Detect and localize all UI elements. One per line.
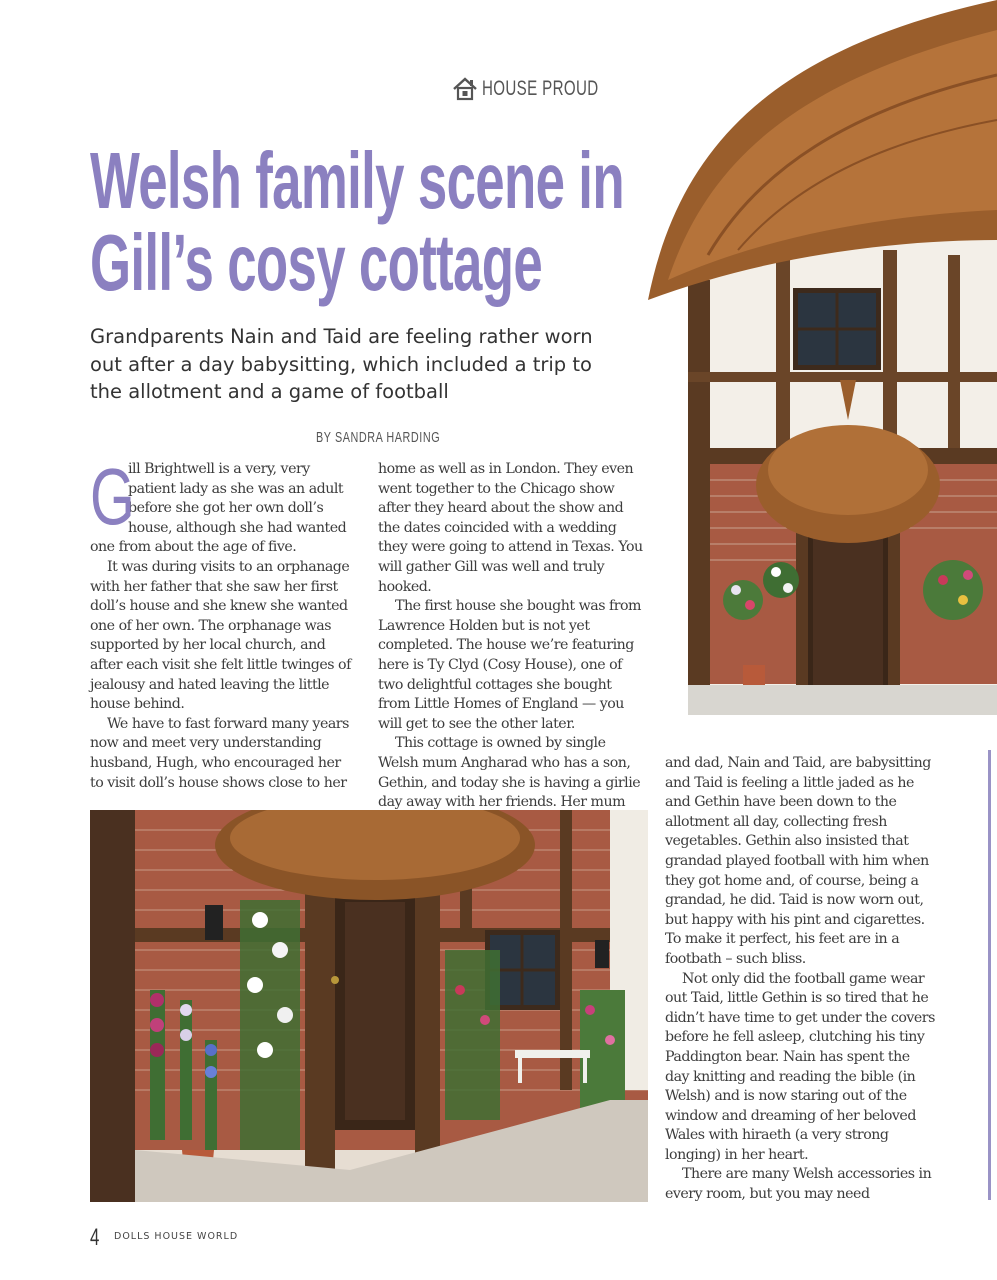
column-rule [988, 750, 991, 1200]
headline [90, 136, 650, 307]
article-paragraph: The first house she bought was from Lawrence Holden but is not yet completed. The house we’re featuring here is Ty Clyd (Cosy House), one of two delightful cottages she bought from Little Homes of England — you will get to see the other later. [378, 598, 642, 732]
drop-cap: G [90, 452, 135, 541]
headline-line-2: Gill’s cosy cottage [90, 218, 543, 307]
article-paragraph: There are many Welsh accessories in every room, but you may need [665, 1166, 932, 1203]
section-label: HOUSE PROUD [482, 77, 599, 100]
headline-line-1: Welsh family scene in [90, 136, 624, 225]
article-column-3 [665, 754, 937, 1205]
byline: BY SANDRA HARDING [316, 429, 441, 446]
article-paragraph: It was during visits to an orphanage with her father that she saw her first doll’s house and she knew she wanted one of her own. The orphanage was supported by her local church, and after each visit she felt little twinges of jealousy and hated leaving the little house behind. [90, 558, 351, 713]
cottage-porch-photo [90, 810, 648, 1202]
house-icon [452, 76, 478, 102]
magazine-name: DOLLS HOUSE WORLD [114, 1231, 239, 1242]
article-paragraph: Not only did the football game wear out Taid, little Gethin is so tired that he didn’t have time to get under the covers before he fell asleep, clutching his tiny Paddington bear. Nain has spent the day knitting and reading the bible (in Welsh) and is now staring out of the window and dreaming of her beloved Wales with hiraeth (a very strong longing) in her heart. [665, 970, 935, 1163]
section-tag [452, 74, 644, 104]
cottage-thatch-photo [648, 0, 997, 720]
standfirst: Grandparents Nain and Taid are feeling rather worn out after a day babysitting, which included a trip to the allotment and a game of football [90, 325, 593, 403]
article-paragraph: home as well as in London. They even went together to the Chicago show after they heard about the show and the dates coincided with a wedding they were going to attend in Texas. You will gather Gill was well and truly hooked. [378, 461, 643, 595]
article-paragraph: This cottage is owned by single Welsh mum Angharad who has a son, Gethin, and today she is having a girlie day away with her friends. Her mum [378, 735, 641, 811]
article-column-2 [378, 460, 646, 813]
article-column-1 [90, 452, 356, 793]
article-paragraph: G ill Brightwell is a very, very patient lady as she was an adult before she got her own doll’s house, although she had wanted one from about the age of five. [90, 452, 347, 556]
page-number: 4 [90, 1224, 100, 1251]
article-paragraph: and dad, Nain and Taid, are babysitting and Taid is feeling a little jaded as he and Gethin have been down to the allotment all day, collecting fresh vegetables. Gethin also insisted that grandad played football with him when they got home and, of course, being a grandad, he did. Taid is now worn out, but happy with his pint and cigarettes. To make it perfect, his feet are in a footbath – such bliss. [665, 755, 931, 967]
article-paragraph: We have to fast forward many years now and meet very understanding husband, Hugh, who encouraged her to visit doll’s house shows close to her [90, 715, 349, 791]
